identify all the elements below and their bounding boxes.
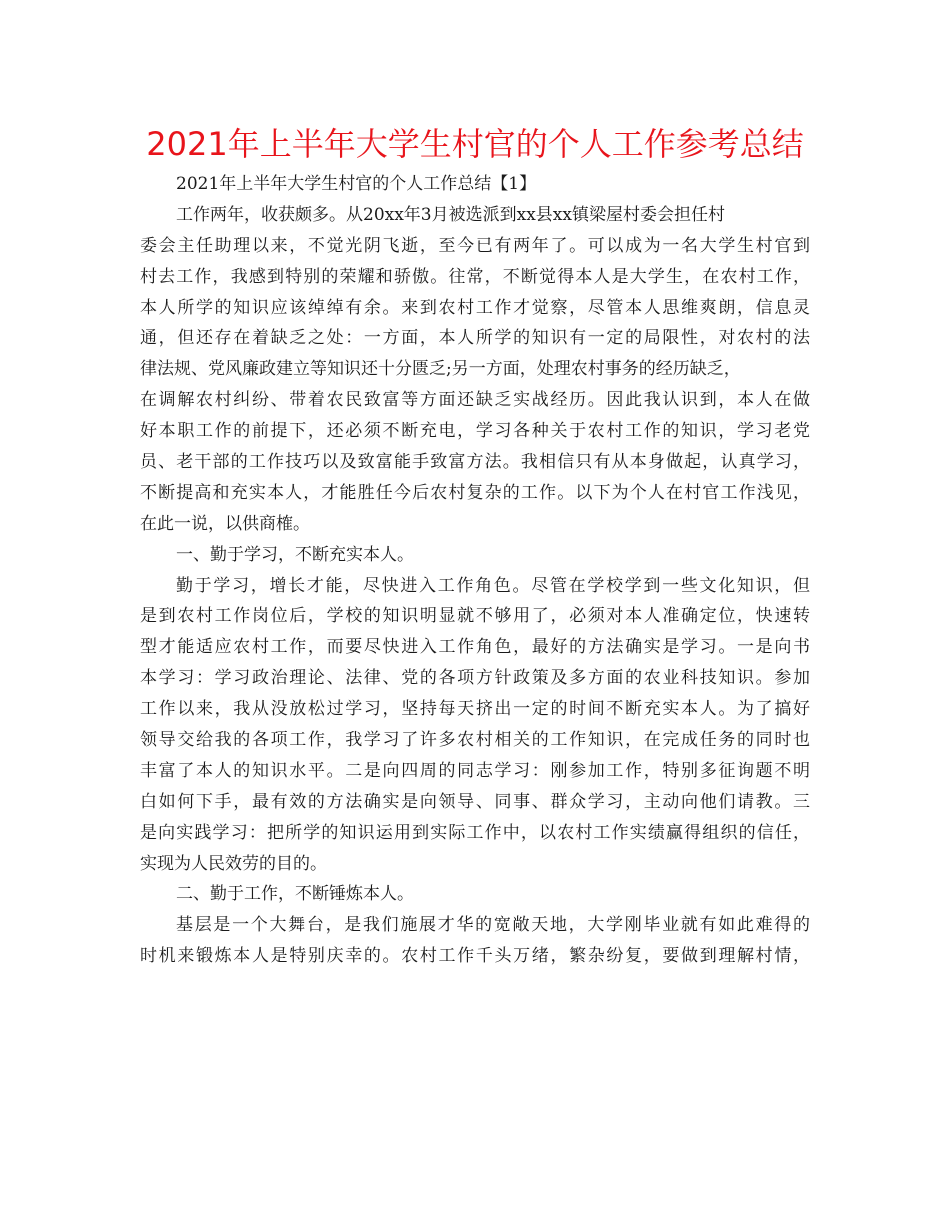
body-line: 丰富了本人的知识水平。二是向四周的同志学习：刚参加工作，特别多征询题不明 <box>140 760 810 781</box>
body-line: 一、勤于学习，不断充实本人。 <box>176 544 414 565</box>
body-line: 在调解农村纠纷、带着农民致富等方面还缺乏实战经历。因此我认识到，本人在做 <box>140 390 810 411</box>
body-line: 本人所学的知识应该绰绰有余。来到农村工作才觉察，尽管本人思维爽朗，信息灵 <box>140 297 810 318</box>
body-line: 领导交给我的各项工作，我学习了许多农村相关的工作知识，在完成任务的同时也 <box>140 730 810 751</box>
body-line: 工作两年，收获颇多。从20xx年3月被选派到xx县xx镇梁屋村委会担任村 <box>176 204 725 225</box>
body-line: 型才能适应农村工作，而要尽快进入工作角色，最好的方法确实是学习。一是向书 <box>140 637 810 658</box>
body-line: 本学习：学习政治理论、法律、党的各项方针政策及多方面的农业科技知识。参加 <box>140 668 810 689</box>
body-line: 工作以来，我从没放松过学习，坚持每天挤出一定的时间不断充实本人。为了搞好 <box>140 699 810 720</box>
body-line: 在此一说，以供商榷。 <box>140 513 310 534</box>
document-body <box>140 169 810 972</box>
body-line: 村去工作，我感到特别的荣耀和骄傲。往常，不断觉得本人是大学生，在农村工作， <box>140 266 810 287</box>
body-line: 通，但还存在着缺乏之处：一方面，本人所学的知识有一定的局限性，对农村的法 <box>140 328 810 349</box>
body-line: 基层是一个大舞台，是我们施展才华的宽敞天地，大学刚毕业就有如此难得的 <box>176 915 810 936</box>
body-line: 时机来锻炼本人是特别庆幸的。农村工作千头万绪，繁杂纷复，要做到理解村情， <box>140 946 810 967</box>
body-line: 是到农村工作岗位后，学校的知识明显就不够用了，必须对本人准确定位，快速转 <box>140 606 810 627</box>
body-line: 勤于学习，增长才能，尽快进入工作角色。尽管在学校学到一些文化知识，但 <box>176 575 810 596</box>
body-line: 好本职工作的前提下，还必须不断充电，学习各种关于农村工作的知识，学习老党 <box>140 421 810 442</box>
body-line: 2021年上半年大学生村官的个人工作总结【1】 <box>176 174 537 194</box>
body-line: 白如何下手，最有效的方法确实是向领导、同事、群众学习，主动向他们请教。三 <box>140 791 810 812</box>
body-line: 二、勤于工作，不断锤炼本人。 <box>176 884 414 905</box>
body-line: 委会主任助理以来，不觉光阴飞逝，至今已有两年了。可以成为一名大学生村官到 <box>140 235 810 256</box>
body-line: 实现为人民效劳的目的。 <box>140 853 327 874</box>
document-title: 2021年上半年大学生村官的个人工作参考总结 <box>146 125 804 163</box>
body-line: 律法规、党风廉政建立等知识还十分匮乏;另一方面，处理农村事务的经历缺乏， <box>140 359 741 380</box>
body-line: 员、老干部的工作技巧以及致富能手致富方法。我相信只有从本身做起，认真学习， <box>140 452 810 473</box>
body-line: 是向实践学习：把所学的知识运用到实际工作中，以农村工作实绩赢得组织的信任， <box>140 822 810 843</box>
body-line: 不断提高和充实本人，才能胜任今后农村复杂的工作。以下为个人在村官工作浅见， <box>140 482 810 503</box>
